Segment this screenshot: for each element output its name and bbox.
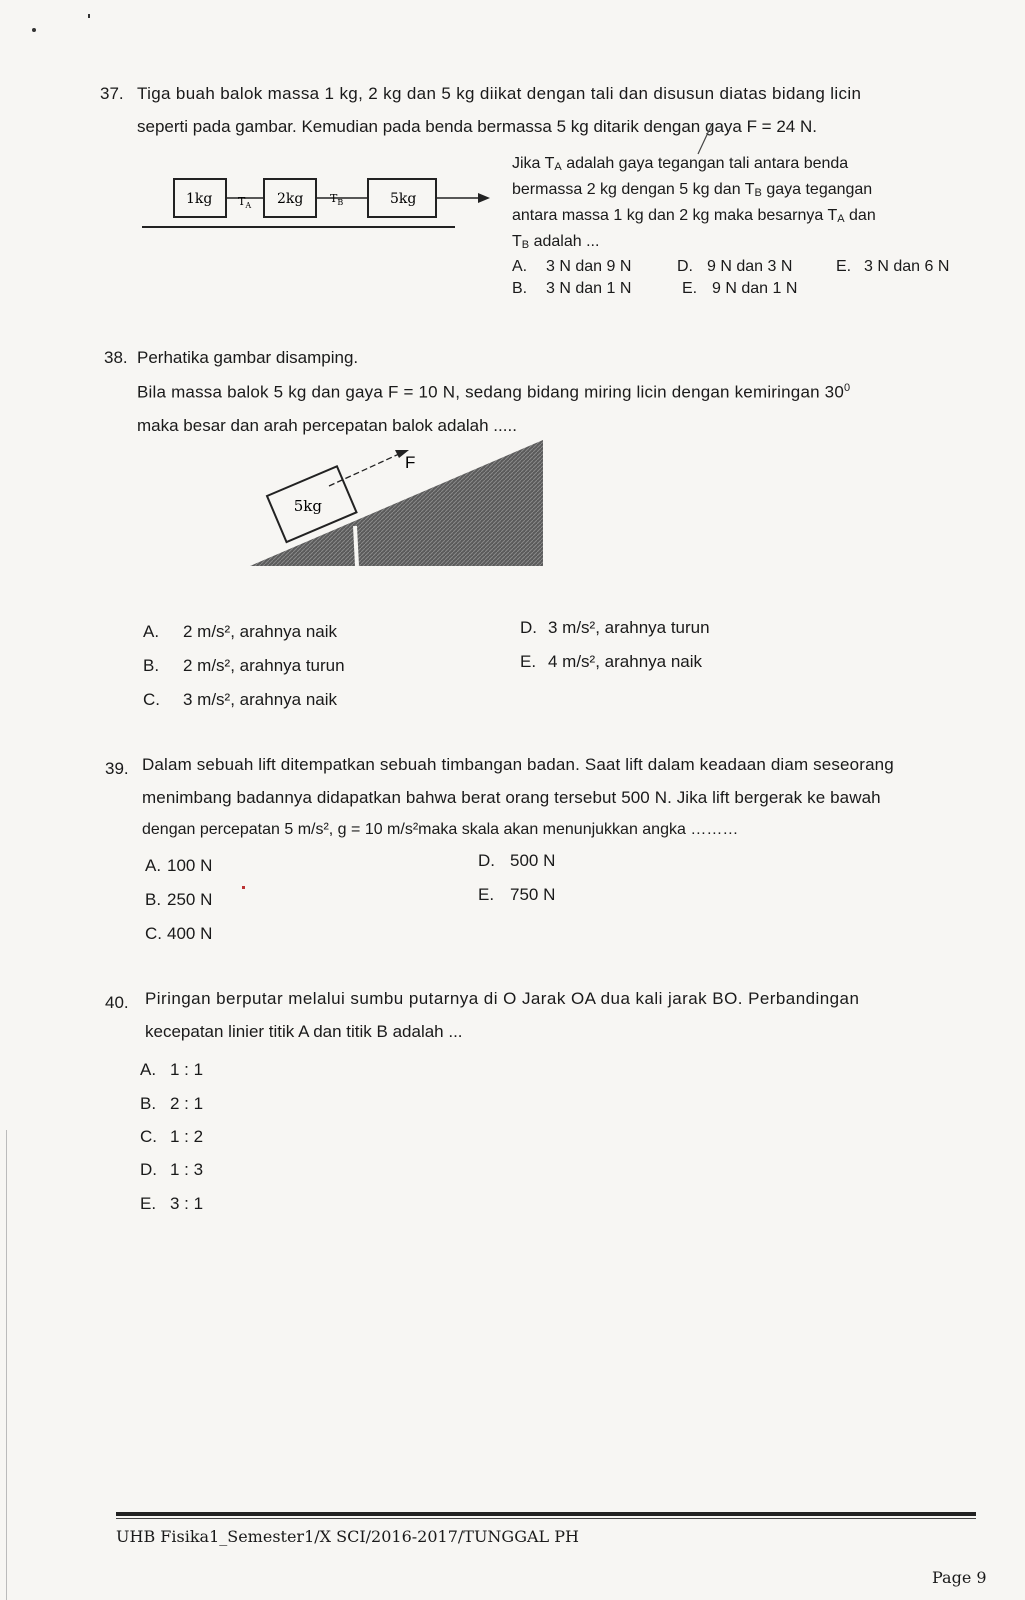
q39-text-line3: dengan percepatan 5 m/s², g = 10 m/s²maka skala akan menunjukkan angka ……… bbox=[142, 821, 739, 838]
tension-ta-label: $T_A$ bbox=[238, 195, 252, 210]
q38-option-a: A. 2 m/s², arahnya naik bbox=[143, 622, 338, 641]
q39-option-c: C. 400 N bbox=[145, 924, 213, 943]
stray-dot bbox=[32, 28, 36, 32]
footer-rule bbox=[116, 1512, 976, 1516]
q38-number: 38. bbox=[104, 348, 128, 367]
q39-option-e: E. 750 N bbox=[478, 885, 556, 904]
q38-option-d: D. 3 m/s², arahnya turun bbox=[520, 618, 710, 637]
q38-option-c: C. 3 m/s², arahnya naik bbox=[143, 690, 338, 709]
q37-text-line2: seperti pada gambar. Kemudian pada benda bermassa 5 kg ditarik dengan gaya F = 24 N. bbox=[137, 117, 817, 136]
footer-rule-thin bbox=[116, 1518, 976, 1519]
q38-text-line1: Perhatika gambar disamping. bbox=[137, 348, 359, 367]
stray-dot bbox=[242, 886, 245, 889]
q37-option-a: A. 3 N dan 9 N bbox=[512, 258, 632, 275]
q37-text-line1: Tiga buah balok massa 1 kg, 2 kg dan 5 kg diikat dengan tali dan disusun diatas bidang licin bbox=[137, 84, 862, 103]
block-5kg-label: 5kg bbox=[390, 191, 417, 207]
q39-option-d: D. 500 N bbox=[478, 851, 556, 870]
q37-side-line3: antara massa 1 kg dan 2 kg maka besarnya $T_A$ dan bbox=[512, 207, 876, 225]
q37-option-e2: E. 9 N dan 1 N bbox=[682, 280, 798, 297]
q38-text-line3: maka besar dan arah percepatan balok adalah ..... bbox=[137, 416, 517, 435]
pen-mark bbox=[690, 120, 720, 160]
q38-option-b: B. 2 m/s², arahnya turun bbox=[143, 656, 345, 675]
q40-text-line2: kecepatan linier titik A dan titik B adalah ... bbox=[145, 1022, 463, 1041]
q39-text-line1: Dalam sebuah lift ditempatkan sebuah timbangan badan. Saat lift dalam keadaan diam seseorang bbox=[142, 755, 894, 774]
block-1kg-label: 1kg bbox=[186, 191, 213, 207]
q39-option-a: A. 100 N bbox=[145, 856, 213, 875]
q37-option-d: D. 9 N dan 3 N bbox=[677, 258, 793, 275]
force-label: F bbox=[405, 453, 416, 472]
q40-option-b: B. 2 : 1 bbox=[140, 1094, 204, 1113]
q40-number: 40. bbox=[105, 993, 129, 1012]
q40-option-d: D. 1 : 3 bbox=[140, 1160, 204, 1179]
plane-gap bbox=[355, 526, 357, 566]
q37-side-line1: Jika $T_A$ adalah gaya tegangan tali antara benda bbox=[512, 155, 849, 173]
q37-option-b: B. 3 N dan 1 N bbox=[512, 280, 632, 297]
arrow-head-icon bbox=[478, 193, 490, 203]
q37-blocks-figure bbox=[140, 175, 500, 245]
tension-tb-label: $T_B$ bbox=[330, 192, 344, 207]
q40-option-e: E. 3 : 1 bbox=[140, 1194, 204, 1213]
q37-side-line4: $T_B$ adalah ... bbox=[512, 233, 600, 251]
q40-text-line1: Piringan berputar melalui sumbu putarnya di O Jarak OA dua kali jarak BO. Perbandingan bbox=[145, 989, 860, 1008]
scan-edge-line bbox=[6, 1130, 7, 1600]
footer-text: UHB Fisika1_Semester1/X SCI/2016-2017/TUNGGAL PH bbox=[116, 1527, 579, 1546]
stray-dot bbox=[88, 14, 90, 18]
incline-block-label: 5kg bbox=[293, 497, 322, 516]
q38-text-line2: Bila massa balok 5 kg dan gaya F = 10 N, sedang bidang miring licin dengan kemiringan $30^0$ bbox=[137, 382, 851, 402]
q39-option-b: B. 250 N bbox=[145, 890, 213, 909]
q40-option-a: A. 1 : 1 bbox=[140, 1060, 204, 1079]
q39-text-line2: menimbang badannya didapatkan bahwa berat orang tersebut 500 N. Jika lift bergerak ke bawah bbox=[142, 788, 881, 807]
q38-incline-figure bbox=[245, 436, 565, 576]
q39-number: 39. bbox=[105, 759, 129, 778]
q37-option-e: E. 3 N dan 6 N bbox=[836, 258, 950, 275]
q37-number: 37. bbox=[100, 84, 124, 103]
q37-side-line2: bermassa 2 kg dengan 5 kg dan $T_B$ gaya tegangan bbox=[512, 181, 873, 199]
block-2kg-label: 2kg bbox=[277, 191, 304, 207]
q38-option-e: E. 4 m/s², arahnya naik bbox=[520, 652, 703, 671]
page-number: Page 9 bbox=[932, 1568, 987, 1587]
q40-option-c: C. 1 : 2 bbox=[140, 1127, 204, 1146]
